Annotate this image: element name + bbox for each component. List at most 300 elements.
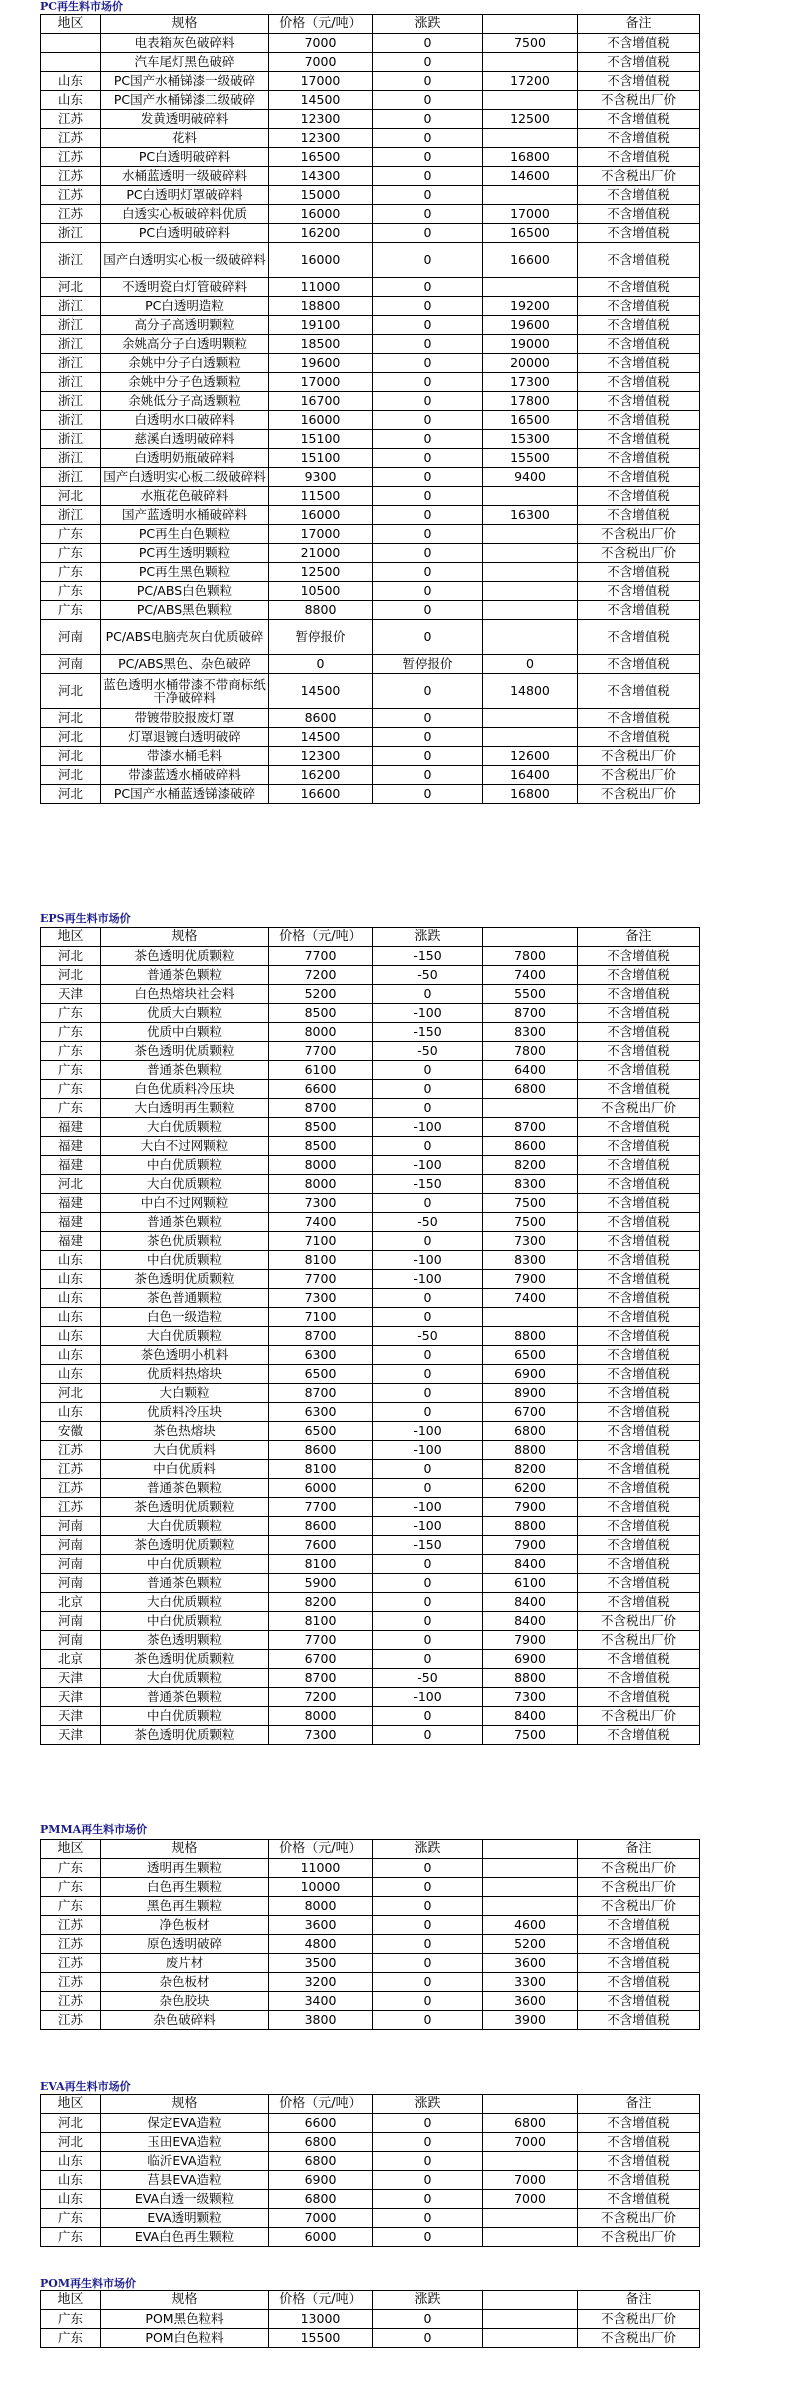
region-cell: 浙江 (41, 335, 101, 354)
spec-cell: 电表箱灰色破碎料 (101, 34, 269, 53)
region-cell: 山东 (41, 72, 101, 91)
table-row (41, 1992, 700, 2011)
region-cell: 山东 (41, 91, 101, 110)
table-row (41, 966, 700, 985)
header-cell: 规格 (101, 2291, 269, 2310)
table-row (41, 1270, 700, 1289)
note-cell: 不含增值税 (578, 1213, 700, 1232)
price-cell: 13000 (269, 2310, 373, 2329)
spec-cell: 茶色透明小机料 (101, 1346, 269, 1365)
region-cell: 山东 (41, 2171, 101, 2190)
region-cell: 河北 (41, 278, 101, 297)
table-row (41, 278, 700, 297)
change-cell: -50 (373, 1042, 483, 1061)
change-cell: 0 (373, 1308, 483, 1327)
note-cell: 不含增值税 (578, 1973, 700, 1992)
change-cell: 0 (373, 985, 483, 1004)
table-row (41, 1935, 700, 1954)
region-cell: 山东 (41, 1403, 101, 1422)
change-cell: 0 (373, 1137, 483, 1156)
table-row (41, 1137, 700, 1156)
price-cell: 8600 (269, 1517, 373, 1536)
price-cell: 14300 (269, 167, 373, 186)
region-cell: 天津 (41, 1669, 101, 1688)
note-cell: 不含增值税 (578, 373, 700, 392)
spec-cell: 水桶蓝透明一级破碎料 (101, 167, 269, 186)
change-cell: 0 (373, 278, 483, 297)
change-cell: 0 (373, 1707, 483, 1726)
table-row (41, 2209, 700, 2228)
price-alt-cell: 7900 (483, 1270, 578, 1289)
spec-cell: 白透明奶瓶破碎料 (101, 449, 269, 468)
price-cell: 8700 (269, 1669, 373, 1688)
region-cell: 浙江 (41, 316, 101, 335)
table-row (41, 2329, 700, 2348)
note-cell: 不含增值税 (578, 985, 700, 1004)
region-cell: 天津 (41, 1726, 101, 1745)
price-cell: 6800 (269, 2152, 373, 2171)
spec-cell: 灯罩退镀白透明破碎 (101, 728, 269, 747)
price-alt-cell (483, 620, 578, 655)
table-row (41, 2152, 700, 2171)
spec-cell: PC国产水桶蓝透锑漆破碎 (101, 785, 269, 804)
note-cell: 不含增值税 (578, 411, 700, 430)
table-row (41, 1156, 700, 1175)
price-cell: 18500 (269, 335, 373, 354)
note-cell: 不含增值税 (578, 430, 700, 449)
change-cell: 0 (373, 449, 483, 468)
note-cell: 不含税出厂价 (578, 2329, 700, 2348)
table-row (41, 72, 700, 91)
spec-cell: PC/ABS黑色、杂色破碎 (101, 655, 269, 674)
price-cell: 17000 (269, 525, 373, 544)
price-cell: 11500 (269, 487, 373, 506)
table-row (41, 1175, 700, 1194)
price-cell: 7000 (269, 2209, 373, 2228)
change-cell: 0 (373, 582, 483, 601)
price-cell: 8100 (269, 1460, 373, 1479)
price-cell: 6300 (269, 1403, 373, 1422)
table-row (41, 110, 700, 129)
price-alt-cell: 6800 (483, 1080, 578, 1099)
price-cell: 3800 (269, 2011, 373, 2030)
price-cell: 7200 (269, 1688, 373, 1707)
price-alt-cell: 7900 (483, 1536, 578, 1555)
price-cell: 7200 (269, 966, 373, 985)
table-row (41, 728, 700, 747)
price-cell: 8200 (269, 1593, 373, 1612)
price-cell: 6300 (269, 1346, 373, 1365)
price-cell: 10000 (269, 1878, 373, 1897)
note-cell: 不含税出厂价 (578, 525, 700, 544)
region-cell: 广东 (41, 1859, 101, 1878)
price-alt-cell (483, 2152, 578, 2171)
change-cell: 0 (373, 1954, 483, 1973)
change-cell: 0 (373, 2133, 483, 2152)
note-cell: 不含增值税 (578, 1156, 700, 1175)
table-row (41, 582, 700, 601)
region-cell: 河北 (41, 709, 101, 728)
price-alt-cell: 8800 (483, 1517, 578, 1536)
spec-cell: 优质中白颗粒 (101, 1023, 269, 1042)
table-row (41, 985, 700, 1004)
change-cell: 0 (373, 224, 483, 243)
note-cell: 不含税出厂价 (578, 1707, 700, 1726)
table-row (41, 1384, 700, 1403)
price-cell: 8100 (269, 1555, 373, 1574)
spec-cell: 杂色胶块 (101, 1992, 269, 2011)
change-cell: -100 (373, 1422, 483, 1441)
price-table (40, 14, 700, 804)
change-cell: 0 (373, 785, 483, 804)
change-cell: 0 (373, 1080, 483, 1099)
spec-cell: 带镀带胶报废灯罩 (101, 709, 269, 728)
price-alt-cell: 17200 (483, 72, 578, 91)
region-cell: 河南 (41, 655, 101, 674)
price-cell: 16000 (269, 411, 373, 430)
table-row (41, 1460, 700, 1479)
change-cell: -100 (373, 1251, 483, 1270)
spec-cell: 余姚中分子色透颗粒 (101, 373, 269, 392)
note-cell: 不含增值税 (578, 2011, 700, 2030)
change-cell: 0 (373, 430, 483, 449)
header-cell: 规格 (101, 928, 269, 947)
note-cell: 不含税出厂价 (578, 747, 700, 766)
price-alt-cell: 8800 (483, 1441, 578, 1460)
price-cell: 8500 (269, 1137, 373, 1156)
price-cell: 11000 (269, 278, 373, 297)
note-cell: 不含增值税 (578, 966, 700, 985)
change-cell: 0 (373, 148, 483, 167)
price-alt-cell: 7000 (483, 2171, 578, 2190)
change-cell: -100 (373, 1004, 483, 1023)
price-alt-cell: 8200 (483, 1460, 578, 1479)
price-cell: 7600 (269, 1536, 373, 1555)
note-cell: 不含增值税 (578, 1650, 700, 1669)
note-cell: 不含增值税 (578, 1536, 700, 1555)
header-cell: 价格（元/吨） (269, 2095, 373, 2114)
price-cell: 3400 (269, 1992, 373, 2011)
spec-cell: 原色透明破碎 (101, 1935, 269, 1954)
price-alt-cell (483, 1859, 578, 1878)
change-cell: 0 (373, 34, 483, 53)
price-cell: 9300 (269, 468, 373, 487)
price-cell: 8700 (269, 1099, 373, 1118)
change-cell: 0 (373, 373, 483, 392)
spec-cell: 大白优质颗粒 (101, 1118, 269, 1137)
change-cell: -100 (373, 1441, 483, 1460)
price-cell: 7300 (269, 1726, 373, 1745)
price-alt-cell (483, 544, 578, 563)
region-cell: 江苏 (41, 110, 101, 129)
change-cell: 0 (373, 1365, 483, 1384)
header-cell: 备注 (578, 2291, 700, 2310)
spec-cell: 大白颗粒 (101, 1384, 269, 1403)
header-cell: 地区 (41, 2291, 101, 2310)
note-cell: 不含增值税 (578, 148, 700, 167)
region-cell: 浙江 (41, 373, 101, 392)
price-cell: 7100 (269, 1232, 373, 1251)
region-cell: 江苏 (41, 1916, 101, 1935)
change-cell: 0 (373, 1935, 483, 1954)
price-alt-cell: 6800 (483, 1422, 578, 1441)
table-row (41, 1593, 700, 1612)
change-cell: -50 (373, 1327, 483, 1346)
price-cell: 5200 (269, 985, 373, 1004)
header-cell: 涨跌 (373, 15, 483, 34)
note-cell: 不含增值税 (578, 728, 700, 747)
spec-cell: 优质料冷压块 (101, 1403, 269, 1422)
region-cell: 江苏 (41, 1498, 101, 1517)
note-cell: 不含税出厂价 (578, 1897, 700, 1916)
spec-cell: 高分子高透明颗粒 (101, 316, 269, 335)
price-cell: 8600 (269, 1441, 373, 1460)
region-cell: 浙江 (41, 224, 101, 243)
change-cell: 0 (373, 167, 483, 186)
table-row (41, 1859, 700, 1878)
price-alt-cell: 16800 (483, 785, 578, 804)
region-cell: 山东 (41, 1327, 101, 1346)
price-alt-cell: 17800 (483, 392, 578, 411)
note-cell: 不含增值税 (578, 1118, 700, 1137)
change-cell: 0 (373, 2011, 483, 2030)
region-cell: 河北 (41, 2133, 101, 2152)
price-alt-cell: 6700 (483, 1403, 578, 1422)
spec-cell: 茶色透明优质颗粒 (101, 1042, 269, 1061)
change-cell: 0 (373, 1346, 483, 1365)
table-row (41, 1403, 700, 1422)
change-cell: 0 (373, 2310, 483, 2329)
change-cell: 0 (373, 747, 483, 766)
note-cell: 不含增值税 (578, 1954, 700, 1973)
note-cell: 不含税出厂价 (578, 1859, 700, 1878)
change-cell: 0 (373, 1403, 483, 1422)
note-cell: 不含增值税 (578, 1194, 700, 1213)
price-cell: 19100 (269, 316, 373, 335)
change-cell: 0 (373, 1574, 483, 1593)
price-alt-cell: 8600 (483, 1137, 578, 1156)
spec-cell: PC国产水桶锑漆二级破碎 (101, 91, 269, 110)
region-cell: 江苏 (41, 167, 101, 186)
table-header-row (41, 15, 700, 34)
price-alt-cell: 7500 (483, 34, 578, 53)
note-cell: 不含增值税 (578, 53, 700, 72)
spec-cell: 普通茶色颗粒 (101, 1574, 269, 1593)
spec-cell: 茶色普通颗粒 (101, 1289, 269, 1308)
note-cell: 不含增值税 (578, 1346, 700, 1365)
change-cell: 0 (373, 1593, 483, 1612)
price-alt-cell (483, 563, 578, 582)
change-cell: -100 (373, 1498, 483, 1517)
price-cell: 7700 (269, 1631, 373, 1650)
change-cell: 0 (373, 2114, 483, 2133)
price-cell: 6100 (269, 1061, 373, 1080)
price-cell: 16600 (269, 785, 373, 804)
price-alt-cell (483, 728, 578, 747)
table-row (41, 766, 700, 785)
spec-cell: 茶色透明优质颗粒 (101, 1536, 269, 1555)
region-cell: 河南 (41, 1536, 101, 1555)
note-cell: 不含增值税 (578, 110, 700, 129)
price-alt-cell: 0 (483, 655, 578, 674)
price-cell: 16200 (269, 766, 373, 785)
header-cell: 涨跌 (373, 1840, 483, 1859)
price-alt-cell (483, 186, 578, 205)
table-row (41, 243, 700, 278)
table-row (41, 1650, 700, 1669)
price-cell: 4800 (269, 1935, 373, 1954)
region-cell: 广东 (41, 1897, 101, 1916)
change-cell: 0 (373, 1726, 483, 1745)
header-cell: 价格（元/吨） (269, 928, 373, 947)
price-alt-cell: 19000 (483, 335, 578, 354)
price-cell: 16000 (269, 243, 373, 278)
region-cell: 广东 (41, 1042, 101, 1061)
spec-cell: 玉田EVA造粒 (101, 2133, 269, 2152)
price-alt-cell (483, 91, 578, 110)
table-row (41, 148, 700, 167)
table-row (41, 1878, 700, 1897)
price-cell: 15000 (269, 186, 373, 205)
price-cell: 0 (269, 655, 373, 674)
region-cell: 江苏 (41, 205, 101, 224)
region-cell: 广东 (41, 582, 101, 601)
table-row (41, 747, 700, 766)
change-cell: 0 (373, 2209, 483, 2228)
change-cell: 0 (373, 2190, 483, 2209)
price-cell: 7700 (269, 947, 373, 966)
change-cell: 0 (373, 2171, 483, 2190)
change-cell: 0 (373, 91, 483, 110)
spec-cell: 白色再生颗粒 (101, 1878, 269, 1897)
note-cell: 不含增值税 (578, 506, 700, 525)
table-row (41, 297, 700, 316)
change-cell: -50 (373, 1213, 483, 1232)
price-table (40, 2290, 700, 2348)
region-cell: 广东 (41, 2228, 101, 2247)
note-cell: 不含增值税 (578, 1992, 700, 2011)
spec-cell: 蓝色透明水桶带漆不带商标纸干净破碎料 (101, 674, 269, 709)
note-cell: 不含税出厂价 (578, 91, 700, 110)
spec-cell: 茶色优质颗粒 (101, 1232, 269, 1251)
table-row (41, 335, 700, 354)
price-cell: 8000 (269, 1156, 373, 1175)
price-alt-cell: 3600 (483, 1954, 578, 1973)
spec-cell: 茶色透明优质颗粒 (101, 1650, 269, 1669)
price-alt-cell: 6900 (483, 1650, 578, 1669)
change-cell: 0 (373, 1897, 483, 1916)
table-row (41, 1954, 700, 1973)
note-cell: 不含增值税 (578, 487, 700, 506)
table-row (41, 1308, 700, 1327)
region-cell: 福建 (41, 1232, 101, 1251)
change-cell: 0 (373, 468, 483, 487)
table-header-row (41, 1840, 700, 1859)
price-alt-cell (483, 487, 578, 506)
price-cell: 7000 (269, 34, 373, 53)
table-row (41, 1365, 700, 1384)
note-cell: 不含增值税 (578, 2133, 700, 2152)
spec-cell: 中白优质颗粒 (101, 1251, 269, 1270)
spec-cell: 茶色透明颗粒 (101, 1631, 269, 1650)
change-cell: 0 (373, 1061, 483, 1080)
region-cell: 江苏 (41, 1935, 101, 1954)
price-cell: 16200 (269, 224, 373, 243)
price-alt-cell: 8800 (483, 1327, 578, 1346)
price-cell: 8000 (269, 1023, 373, 1042)
table-row (41, 1023, 700, 1042)
table-header-row (41, 2291, 700, 2310)
spec-cell: 临沂EVA造粒 (101, 2152, 269, 2171)
region-cell: 福建 (41, 1156, 101, 1175)
table-row (41, 601, 700, 620)
table-row (41, 1517, 700, 1536)
table-row (41, 430, 700, 449)
price-cell: 8700 (269, 1327, 373, 1346)
price-cell: 5900 (269, 1574, 373, 1593)
change-cell: -150 (373, 1536, 483, 1555)
table-row (41, 1346, 700, 1365)
spec-cell: 优质大白颗粒 (101, 1004, 269, 1023)
note-cell: 不含增值税 (578, 354, 700, 373)
price-cell: 19600 (269, 354, 373, 373)
spec-cell: 花料 (101, 129, 269, 148)
price-cell: 6700 (269, 1650, 373, 1669)
spec-cell: 国产白透明实心板一级破碎料 (101, 243, 269, 278)
price-alt-cell: 9400 (483, 468, 578, 487)
table-row (41, 1612, 700, 1631)
region-cell: 山东 (41, 1270, 101, 1289)
price-alt-cell: 8400 (483, 1555, 578, 1574)
region-cell: 浙江 (41, 468, 101, 487)
region-cell: 天津 (41, 1707, 101, 1726)
region-cell: 浙江 (41, 392, 101, 411)
price-cell: 7700 (269, 1270, 373, 1289)
price-alt-cell: 7400 (483, 966, 578, 985)
spec-cell: 废片材 (101, 1954, 269, 1973)
price-alt-cell: 14800 (483, 674, 578, 709)
table-row (41, 1479, 700, 1498)
price-alt-cell: 7300 (483, 1688, 578, 1707)
price-alt-cell (483, 129, 578, 148)
price-cell: 6000 (269, 1479, 373, 1498)
price-cell: 7000 (269, 53, 373, 72)
region-cell: 北京 (41, 1593, 101, 1612)
table-row (41, 316, 700, 335)
spec-cell: 白色一级造粒 (101, 1308, 269, 1327)
header-cell: 价格（元/吨） (269, 1840, 373, 1859)
price-cell: 8100 (269, 1251, 373, 1270)
note-cell: 不含增值税 (578, 1422, 700, 1441)
spec-cell: 莒县EVA造粒 (101, 2171, 269, 2190)
region-cell: 天津 (41, 985, 101, 1004)
price-cell: 8000 (269, 1175, 373, 1194)
price-alt-cell: 5200 (483, 1935, 578, 1954)
price-alt-cell: 7300 (483, 1232, 578, 1251)
table-row (41, 1099, 700, 1118)
note-cell: 不含增值税 (578, 1308, 700, 1327)
price-alt-cell: 8800 (483, 1669, 578, 1688)
spec-cell: POM黑色粒料 (101, 2310, 269, 2329)
region-cell: 河北 (41, 1384, 101, 1403)
price-cell: 8000 (269, 1707, 373, 1726)
spec-cell: 中白优质料 (101, 1460, 269, 1479)
price-cell: 6500 (269, 1422, 373, 1441)
note-cell: 不含税出厂价 (578, 2310, 700, 2329)
spec-cell: 白色优质料冷压块 (101, 1080, 269, 1099)
spec-cell: PC再生透明颗粒 (101, 544, 269, 563)
table-row (41, 1213, 700, 1232)
